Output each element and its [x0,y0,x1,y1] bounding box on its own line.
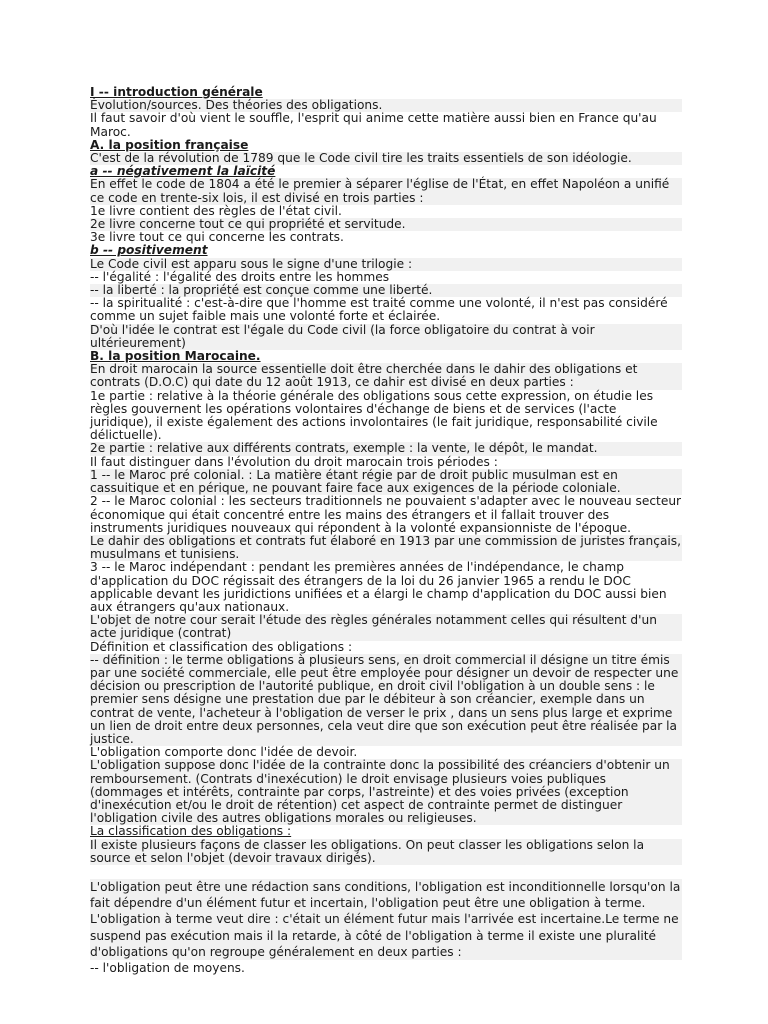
paragraph: -- l'obligation de moyens. [90,961,245,975]
paragraph: C'est de la révolution de 1789 que le Code civil tire les traits essentiels de son idéologie. [90,152,682,165]
paragraph: -- l'égalité : l'égalité des droits entre les hommes [90,269,390,284]
paragraph: L'obligation peut être une rédaction sans conditions, l'obligation est inconditionnelle lorsqu'on la fait dépendre d'un élément futur et incertain, l'obligation peut être une obligation à terme. L'obligation à terme veut dire : c'était un élément futur mais l'arrivée est incertaine.Le terme ne suspend pas exécution mais il la retarde, à côté de l'obligation à terme il existe une pluralité d'obligations qu'on regroupe généralement en deux parties : [90,879,681,959]
paragraph: Le Code civil est apparu sous le signe d'une trilogie : [90,258,682,271]
paragraph-gap [90,865,682,879]
paragraph: -- la liberté : la propriété est conçue comme une liberté. [90,284,682,297]
paragraph: Il faut distinguer dans l'évolution du droit marocain trois périodes : [90,454,498,469]
subheading-positivement: b -- positivement [90,243,208,258]
paragraph: 1e livre contient des règles de l'état civil. [90,203,342,218]
paragraph: L'obligation suppose donc l'idée de la contrainte donc la possibilité des créanciers d'obtenir un remboursement. (Contrats d'inexécution) le droit envisage plusieurs voies publiques (dommages et intérêts, contrainte par corps, l'astreinte) et des voies privées (exception d'inexécution et/ou le droit de rétention) cet aspect de contrainte permet de distinguer l'obligation civile des autres obligations morales ou religieuses. [90,759,682,825]
paragraph: 1e partie : relative à la théorie générale des obligations sous cette expression, on étudie les règles gouvernent les opérations volontaires d'échange de biens et de services (l'acte juridique), il existe également des actions involontaires (le fait juridique, responsabilité civile délictuelle). [90,388,658,443]
paragraph: Définition et classification des obligations : [90,639,353,654]
paragraph: Il faut savoir d'où vient le souffle, l'esprit qui anime cette matière aussi bien en France qu'au Maroc. [90,111,657,139]
subheading-laicite: a -- négativement la laïcité [90,164,276,179]
paragraph: En droit marocain la source essentielle doit être cherchée dans le dahir des obligations et contrats (D.O.C) qui date du 12 août 1913, ce dahir est divisé en deux parties : [90,363,682,389]
document-page [90,86,682,976]
paragraph: 3e livre tout ce qui concerne les contrats. [90,230,344,245]
paragraph: -- la spiritualité : c'est-à-dire que l'homme est traité comme une volonté, il n'est pas considéré comme un sujet faible mais une volonté forte et éclairée. [90,296,668,324]
paragraph: 2e partie : relative aux différents contrats, exemple : la vente, le dépôt, le mandat. [90,442,682,455]
paragraph: 1 -- le Maroc pré colonial. : La matière étant régie par de droit public musulman est en cassuitique et en périque, ne pouvant faire face aux exigences de la période coloniale. [90,469,682,495]
paragraph: Évolution/sources. Des théories des obligations. [90,99,682,112]
paragraph: 2e livre concerne tout ce qui propriété et servitude. [90,218,682,231]
paragraph: L'obligation comporte donc l'idée de devoir. [90,745,358,760]
paragraph: Il existe plusieurs façons de classer les obligations. On peut classer les obligations selon la source et selon l'objet (devoir travaux dirigés). [90,839,682,865]
paragraph: 3 -- le Maroc indépendant : pendant les premières années de l'indépendance, le champ d'application du DOC régissait des étrangers de la loi du 26 janvier 1965 a rendu le DOC applicable devant les juridictions unifiées et a élargi le champ d'application du DOC aussi bien aux étrangers qu'aux nationaux. [90,560,667,614]
heading-position-francaise: A. la position française [90,137,249,152]
paragraph: Le dahir des obligations et contrats fut élaboré en 1913 par une commission de juristes français, musulmans et tunisiens. [90,533,682,562]
heading-classification: La classification des obligations : [90,824,292,839]
heading-introduction: I -- introduction générale [90,85,263,99]
paragraph: D'où l'idée le contrat est l'égale du Code civil (la force obligatoire du contrat à voir ultérieurement) [90,324,682,350]
heading-position-marocaine: B. la position Marocaine. [90,349,261,364]
paragraph: 2 -- le Maroc colonial : les secteurs traditionnels ne pouvaient s'adapter avec le nouveau secteur économique qui était concentré entre les mains des étrangers et il fallait trouver des instruments juridiques nouveaux qui répondent à la volonté expansionniste de l'époque. [90,494,682,535]
paragraph: L'objet de notre cour serait l'étude des règles générales notamment celles qui résultent d'un acte juridique (contrat) [90,614,682,640]
paragraph: -- définition : le terme obligations à plusieurs sens, en droit commercial il désigne un titre émis par une société commerciale, elle peut être employée pour désigner un devoir de respecter une décision ou prescription de l'autorité publique, en droit civil l'obligation à un double sens : le premier sens désigne une prestation due par le débiteur à son créancier, exemple dans un contrat de vente, l'acheteur à l'obligation de verser le prix , dans un sens plus large et exprime un lien de droit entre deux personnes, cela veut dire que son exécution peut être réalisée par la justice. [90,654,682,746]
second-block [90,879,682,976]
paragraph: En effet le code de 1804 a été le premier à séparer l'église de l'État, en effet Napoléon a unifié ce code en trente-six lois, il est divisé en trois parties : [90,178,682,204]
